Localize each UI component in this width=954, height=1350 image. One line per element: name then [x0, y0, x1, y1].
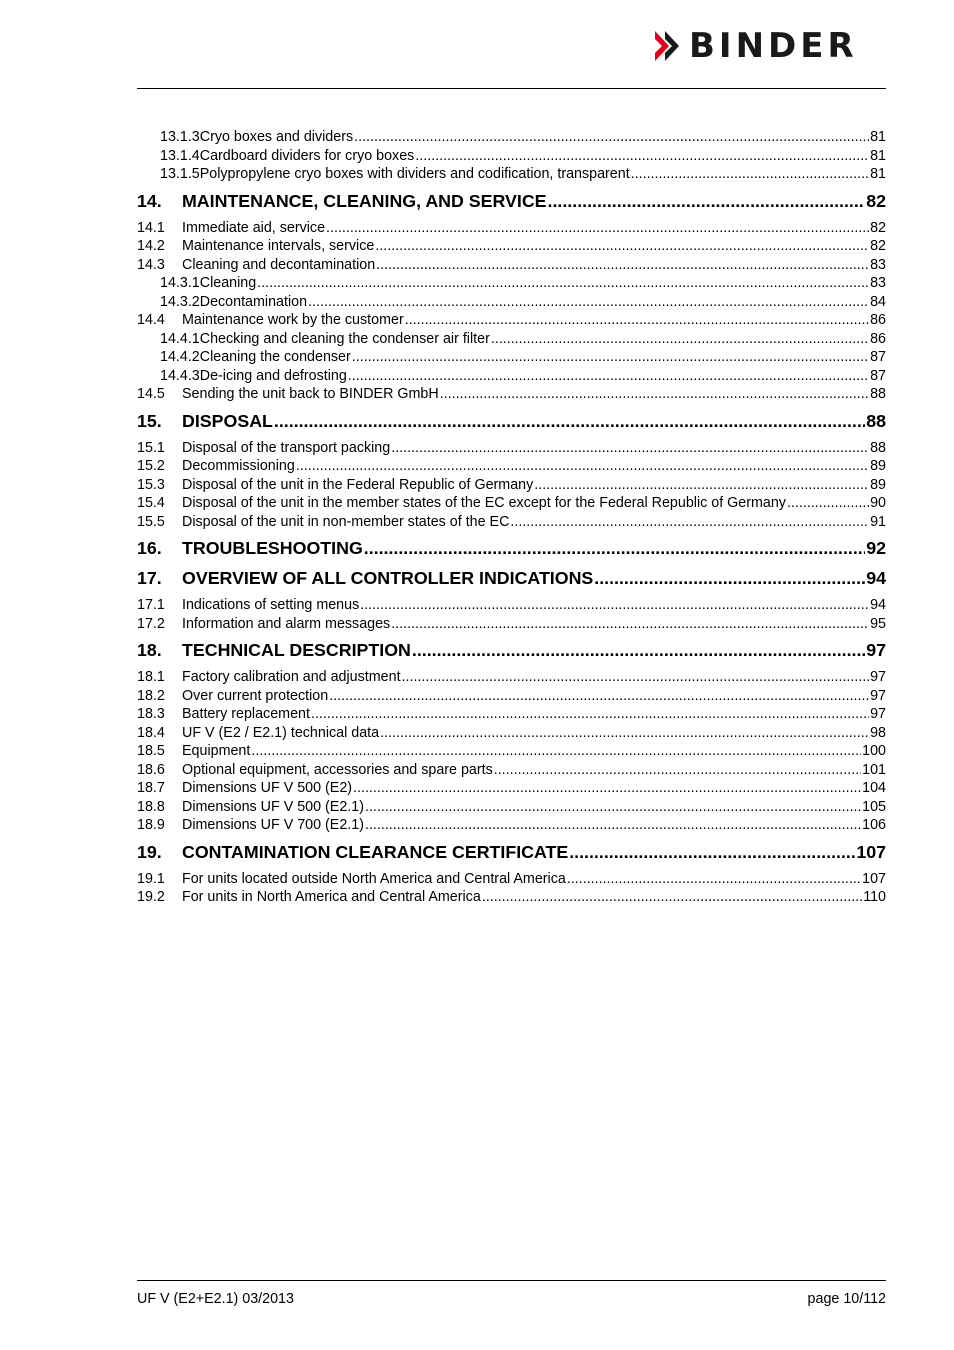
toc-entry-title: For units located outside North America and Central America: [182, 870, 566, 887]
toc-entry[interactable]: [137, 476, 886, 495]
toc-entry-title: 13.1.3Cryo boxes and dividers: [160, 129, 354, 145]
toc-leader-dots: [402, 668, 870, 687]
toc-entry[interactable]: [137, 311, 886, 330]
toc-entry-page: 97: [870, 687, 886, 704]
toc-entry-number: 15.2: [137, 458, 165, 474]
toc-entry-title: 14.3.2Decontamination: [160, 293, 308, 310]
toc-entry[interactable]: [137, 165, 886, 184]
toc-entry[interactable]: [137, 888, 886, 907]
toc-entry-number: 14.1: [137, 219, 165, 236]
toc-entry[interactable]: [137, 439, 886, 458]
toc-entry-title: 13.1.5Polypropylene cryo boxes with dividers and codification, transparent: [160, 166, 630, 182]
toc-leader-dots: [391, 439, 869, 458]
toc-entry-title: Dimensions UF V 700 (E2.1): [182, 817, 364, 833]
toc-entry-page: 91: [870, 513, 886, 530]
toc-entry-page: 81: [870, 129, 886, 145]
toc-entry[interactable]: [137, 348, 886, 367]
toc-entry-number: 18.5: [137, 743, 165, 759]
toc-entry[interactable]: [137, 147, 886, 166]
toc-entry-page: 92: [866, 538, 886, 558]
toc-entry-page: 87: [870, 349, 886, 365]
toc-entry[interactable]: [137, 798, 886, 817]
toc-entry-number: 14.: [137, 190, 162, 211]
toc-entry[interactable]: [137, 256, 886, 275]
toc-entry-page: 107: [856, 841, 886, 862]
toc-entry[interactable]: [137, 513, 886, 532]
toc-leader-dots: [365, 798, 861, 817]
toc-entry-number: 15.: [137, 410, 162, 431]
toc-entry[interactable]: [137, 494, 886, 513]
toc-leader-dots: [412, 638, 865, 662]
toc-entry[interactable]: [137, 293, 886, 312]
toc-entry[interactable]: [137, 668, 886, 687]
toc-entry-title: Immediate aid, service: [182, 219, 326, 236]
toc-entry-page: 97: [866, 640, 886, 660]
toc-entry-title: Dimensions UF V 500 (E2): [182, 780, 353, 796]
toc-chapter-entry[interactable]: [137, 189, 886, 213]
binder-logo: [655, 27, 887, 65]
toc-entry-number: 18.2: [137, 687, 165, 704]
toc-leader-dots: [251, 742, 861, 761]
toc-entry-title: MAINTENANCE, CLEANING, AND SERVICE: [182, 190, 547, 211]
toc-entry-page: 94: [870, 597, 886, 613]
toc-entry-page: 89: [870, 458, 886, 474]
toc-entry-title: DISPOSAL: [182, 410, 273, 431]
toc-entry-page: 86: [870, 312, 886, 328]
toc-leader-dots: [569, 840, 855, 864]
binder-logo-text: BINDER: [689, 26, 858, 66]
toc-entry-number: 14.2: [137, 238, 165, 254]
toc-entry-title: Decommissioning: [182, 458, 295, 474]
toc-entry-title: Disposal of the unit in the Federal Republic of Germany: [182, 476, 534, 493]
toc-leader-dots: [391, 615, 869, 634]
toc-entry-title: 14.4.1Checking and cleaning the condenser air filter: [160, 330, 490, 347]
toc-entry-page: 86: [870, 330, 886, 347]
toc-entry-page: 104: [862, 780, 886, 796]
toc-leader-dots: [274, 409, 865, 433]
toc-entry-number: 18.4: [137, 724, 165, 741]
table-of-contents: [137, 128, 886, 907]
toc-entry-page: 89: [870, 476, 886, 493]
toc-entry-page: 105: [862, 798, 886, 815]
toc-entry-number: 15.3: [137, 476, 165, 493]
toc-entry-page: 100: [862, 743, 886, 759]
toc-leader-dots: [365, 816, 861, 835]
toc-entry-number: 15.5: [137, 513, 165, 530]
toc-leader-dots: [787, 494, 869, 513]
toc-entry-page: 90: [870, 495, 886, 511]
toc-leader-dots: [534, 476, 869, 495]
toc-entry-title: 14.4.3De-icing and defrosting: [160, 367, 347, 384]
toc-entry-page: 88: [866, 410, 886, 431]
toc-entry-title: TROUBLESHOOTING: [182, 538, 363, 558]
toc-entry-number: 18.7: [137, 780, 165, 796]
toc-leader-dots: [311, 705, 869, 724]
toc-entry-number: 14.4: [137, 312, 165, 328]
toc-entry-number: 17.2: [137, 615, 165, 632]
toc-entry-title: For units in North America and Central America: [182, 889, 481, 905]
toc-entry-title: Indications of setting menus: [182, 597, 360, 613]
toc-entry-number: 18.: [137, 640, 162, 660]
toc-leader-dots: [494, 761, 861, 780]
toc-entry[interactable]: [137, 237, 886, 256]
toc-entry-page: 95: [870, 615, 886, 632]
toc-entry-title: Information and alarm messages: [182, 615, 391, 632]
toc-entry[interactable]: [137, 596, 886, 615]
toc-entry[interactable]: [137, 687, 886, 706]
toc-entry-title: Equipment: [182, 743, 251, 759]
toc-entry-title: UF V (E2 / E2.1) technical data: [182, 724, 380, 741]
toc-leader-dots: [296, 457, 869, 476]
toc-leader-dots: [567, 870, 861, 889]
toc-leader-dots: [548, 189, 866, 213]
toc-entry-number: 18.9: [137, 817, 165, 833]
toc-entry-page: 98: [870, 724, 886, 741]
toc-entry[interactable]: [137, 128, 886, 147]
toc-entry-title: Disposal of the unit in the member states of the EC except for the Federal Republic of Germany: [182, 495, 786, 511]
toc-entry-number: 18.6: [137, 761, 165, 778]
toc-chapter-entry[interactable]: [137, 840, 886, 864]
toc-entry[interactable]: [137, 457, 886, 476]
toc-chapter-entry[interactable]: [137, 638, 886, 662]
toc-entry[interactable]: [137, 779, 886, 798]
toc-entry-title: Disposal of the unit in non-member states of the EC: [182, 513, 510, 530]
toc-entry-page: 82: [870, 238, 886, 254]
toc-entry[interactable]: [137, 870, 886, 889]
toc-entry-page: 94: [866, 568, 886, 588]
toc-leader-dots: [440, 385, 869, 404]
toc-chapter-entry[interactable]: [137, 536, 886, 560]
toc-entry-number: 18.1: [137, 669, 165, 685]
toc-entry[interactable]: [137, 330, 886, 349]
footer-page-number: page 10/112: [807, 1291, 886, 1307]
toc-entry-page: 97: [870, 706, 886, 722]
toc-entry-page: 97: [870, 669, 886, 685]
toc-entry-number: 14.5: [137, 386, 165, 402]
toc-entry-page: 82: [866, 190, 886, 211]
toc-entry-page: 101: [862, 761, 886, 778]
toc-leader-dots: [364, 536, 865, 560]
toc-entry-number: 16.: [137, 538, 162, 558]
toc-entry[interactable]: [137, 816, 886, 835]
toc-entry-title: TECHNICAL DESCRIPTION: [182, 640, 411, 660]
toc-chapter-entry[interactable]: [137, 566, 886, 590]
toc-leader-dots: [354, 128, 869, 147]
toc-entry-page: 81: [870, 147, 886, 164]
toc-entry-title: Cleaning and decontamination: [182, 256, 376, 273]
toc-entry-title: Dimensions UF V 500 (E2.1): [182, 798, 364, 815]
toc-entry[interactable]: [137, 761, 886, 780]
toc-leader-dots: [415, 147, 869, 166]
toc-leader-dots: [376, 256, 869, 275]
toc-leader-dots: [405, 311, 869, 330]
toc-entry-number: 14.3: [137, 256, 165, 273]
toc-leader-dots: [380, 724, 869, 743]
toc-entry-page: 107: [862, 870, 886, 887]
toc-entry[interactable]: [137, 385, 886, 404]
toc-entry-number: 18.3: [137, 706, 165, 722]
toc-leader-dots: [329, 687, 869, 706]
toc-entry-page: 88: [870, 386, 886, 402]
toc-entry-title: Over current protection: [182, 687, 329, 704]
toc-leader-dots: [348, 367, 869, 386]
toc-leader-dots: [375, 237, 869, 256]
toc-entry-title: CONTAMINATION CLEARANCE CERTIFICATE: [182, 841, 569, 862]
toc-entry-page: 88: [870, 439, 886, 456]
toc-entry[interactable]: [137, 219, 886, 238]
toc-leader-dots: [353, 779, 861, 798]
toc-leader-dots: [482, 888, 862, 907]
toc-entry-page: 83: [870, 275, 886, 291]
toc-entry-page: 84: [870, 293, 886, 310]
toc-entry[interactable]: [137, 615, 886, 634]
toc-entry-title: Disposal of the transport packing: [182, 439, 391, 456]
toc-entry-title: OVERVIEW OF ALL CONTROLLER INDICATIONS: [182, 568, 594, 588]
toc-entry-page: 110: [863, 889, 886, 905]
toc-entry-page: 82: [870, 219, 886, 236]
toc-entry-title: Factory calibration and adjustment: [182, 669, 401, 685]
toc-entry-number: 19.1: [137, 870, 165, 887]
toc-entry-page: 106: [862, 817, 886, 833]
toc-entry-number: 18.8: [137, 798, 165, 815]
toc-leader-dots: [631, 165, 869, 184]
toc-entry-title: 14.3.1Cleaning: [160, 275, 257, 291]
toc-entry-number: 15.1: [137, 439, 165, 456]
toc-leader-dots: [510, 513, 869, 532]
toc-entry-number: 17.: [137, 568, 162, 588]
toc-entry-number: 17.1: [137, 597, 165, 613]
toc-entry-page: 83: [870, 256, 886, 273]
toc-entry-number: 15.4: [137, 495, 165, 511]
toc-entry[interactable]: [137, 705, 886, 724]
footer-rule: [137, 1280, 886, 1281]
toc-leader-dots: [326, 219, 869, 238]
toc-entry[interactable]: [137, 367, 886, 386]
toc-entry-page: 81: [870, 166, 886, 182]
toc-entry-title: Sending the unit back to BINDER GmbH: [182, 386, 439, 402]
toc-entry-title: 13.1.4Cardboard dividers for cryo boxes: [160, 147, 415, 164]
toc-chapter-entry[interactable]: [137, 409, 886, 433]
toc-leader-dots: [257, 274, 869, 293]
toc-entry[interactable]: [137, 742, 886, 761]
toc-entry[interactable]: [137, 724, 886, 743]
footer-document-id: UF V (E2+E2.1) 03/2013: [137, 1291, 294, 1307]
toc-entry[interactable]: [137, 274, 886, 293]
toc-leader-dots: [491, 330, 869, 349]
toc-entry-title: Battery replacement: [182, 706, 310, 722]
header-rule: [137, 88, 886, 89]
toc-leader-dots: [352, 348, 869, 367]
binder-logo-mark-icon: [655, 31, 683, 61]
toc-entry-title: Maintenance intervals, service: [182, 238, 375, 254]
toc-entry-number: 19.: [137, 841, 162, 862]
toc-leader-dots: [594, 566, 865, 590]
toc-entry-number: 19.2: [137, 889, 165, 905]
toc-entry-title: Maintenance work by the customer: [182, 312, 404, 328]
toc-entry-page: 87: [870, 367, 886, 384]
toc-entry-title: 14.4.2Cleaning the condenser: [160, 349, 351, 365]
toc-leader-dots: [360, 596, 869, 615]
toc-entry-title: Optional equipment, accessories and spare parts: [182, 761, 493, 778]
toc-leader-dots: [308, 293, 869, 312]
